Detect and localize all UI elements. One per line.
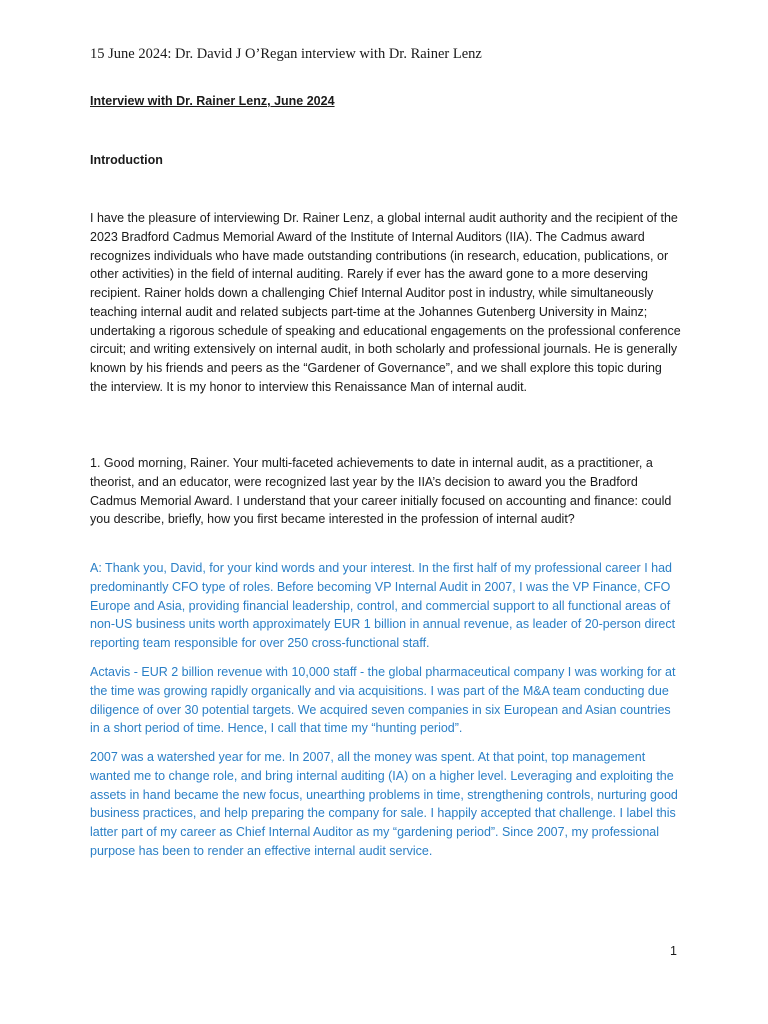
page-number: 1 (670, 944, 677, 958)
answer-1-paragraph-3: 2007 was a watershed year for me. In 2007, all the money was spent. At that point, top management wanted me to change role, and bring internal auditing (IA) on a higher level. Leveraging and exploiting the assets in hand became the new focus, unearthing problems in time, strengthening controls, nurturing good business practices, and help preparing the company for sale. I happily accepted that challenge. I label this latter part of my career as Chief Internal Auditor as my “gardening period”. Since 2007, my professional purpose has been to render an effective internal audit service. (90, 750, 678, 858)
page-header: 15 June 2024: Dr. David J O’Regan interview with Dr. Rainer Lenz (90, 46, 482, 62)
answer-1-paragraph-2: Actavis - EUR 2 billion revenue with 10,000 staff - the global pharmaceutical company I was working for at the time was growing rapidly organically and via acquisitions. I was part of the M&A team conducting due diligence of over 30 potential targets. We acquired seven companies in six European and Asian countries in a short period of time. Hence, I call that time my “hunting period”. (90, 665, 676, 736)
introduction-heading: Introduction (90, 153, 163, 167)
question-1: 1. Good morning, Rainer. Your multi-faceted achievements to date in internal audit, as a practitioner, a theorist, and an educator, were recognized last year by the IIA’s decision to award you the Bradford Cadmus Memorial Award. I understand that your career initially focused on accounting and finance: could you describe, briefly, how you first became interested in the profession of internal audit? (90, 456, 672, 527)
answer-1-paragraph-1: A: Thank you, David, for your kind words and your interest. In the first half of my professional career I had predominantly CFO type of roles. Before becoming VP Internal Audit in 2007, I was the VP Finance, CFO Europe and Asia, providing financial leadership, control, and commercial support to all functional areas of non-US business units worth approximately EUR 1 billion in annual revenue, as leader of 20-person direct reporting team responsible for over 250 cross-functional staff. (90, 561, 676, 650)
document-title: Interview with Dr. Rainer Lenz, June 2024 (90, 94, 335, 108)
introduction-paragraph: I have the pleasure of interviewing Dr. Rainer Lenz, a global internal audit authority and the recipient of the 2023 Bradford Cadmus Memorial Award of the Institute of Internal Auditors (IIA). The Cadmus award recognizes individuals who have made outstanding contributions (in research, education, publications, or other activities) in the field of internal auditing. Rarely if ever has the award gone to a more deserving recipient. Rainer holds down a challenging Chief Internal Auditor post in industry, while simultaneously teaching internal audit and related subjects part-time at the Johannes Gutenberg University in Mainz; undertaking a rigorous schedule of speaking and educational engagements on the professional conference circuit; and writing extensively on internal audit, in both scholarly and professional journals. He is generally known by his friends and peers as the “Gardener of Governance”, and we shall explore this topic during the interview. It is my honor to interview this Renaissance Man of internal audit. (90, 211, 681, 394)
